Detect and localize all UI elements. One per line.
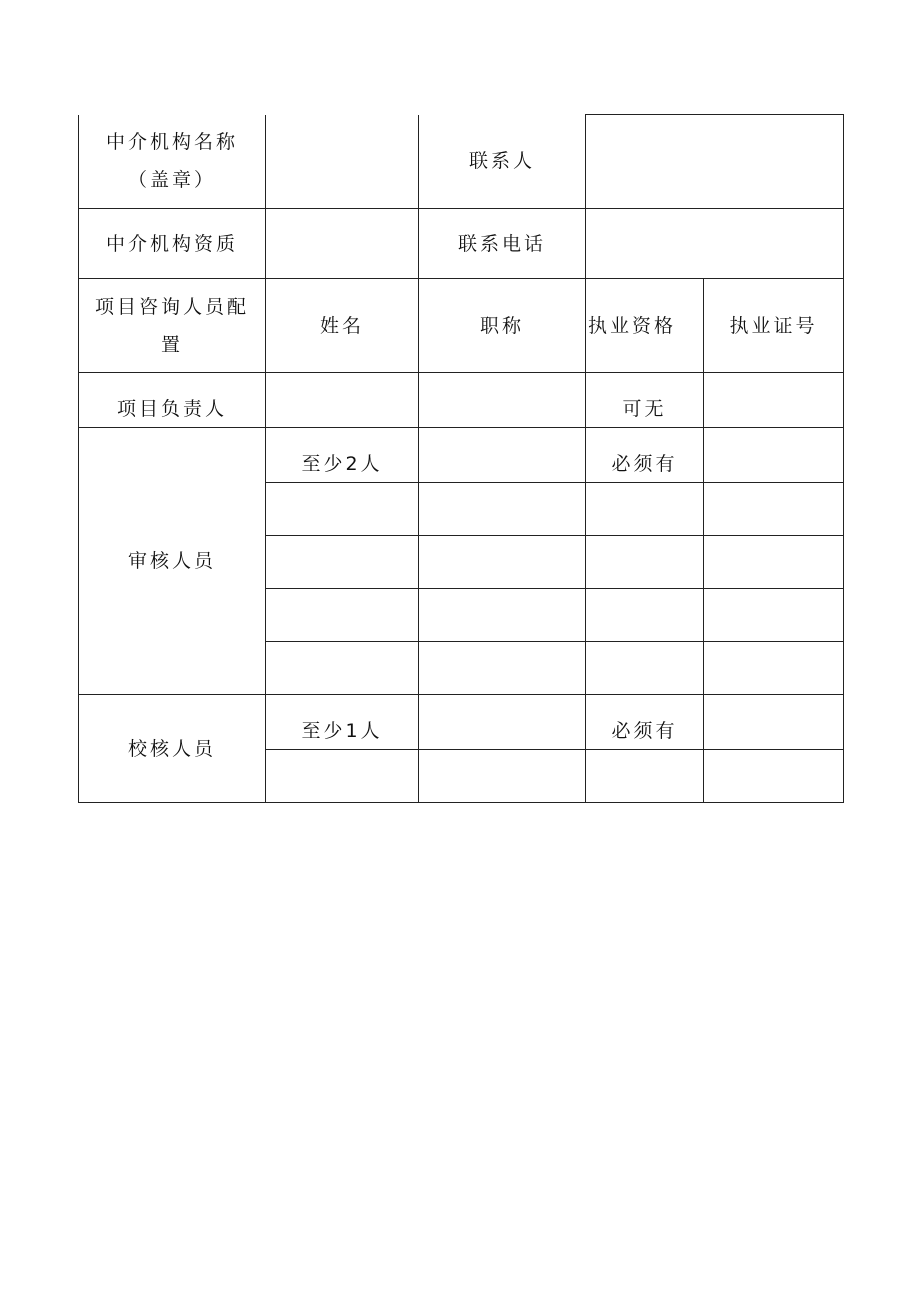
header-license-number: 执业证号 bbox=[729, 314, 818, 337]
agency-qualification-label: 中介机构资质 bbox=[105, 232, 238, 255]
agency-qualification-label-cell bbox=[79, 209, 266, 279]
checkers-count-note: 至少1人 bbox=[301, 720, 383, 742]
reviewer-license-cell[interactable] bbox=[704, 483, 844, 536]
contact-person-label: 联系人 bbox=[468, 150, 535, 173]
checkers-count-cell[interactable] bbox=[266, 695, 419, 750]
header-license-number-cell bbox=[704, 279, 844, 373]
staff-config-label-cell bbox=[79, 279, 266, 373]
project-lead-name-cell[interactable] bbox=[266, 373, 419, 428]
reviewers-count-cell[interactable] bbox=[266, 428, 419, 483]
table-row bbox=[79, 695, 844, 750]
reviewers-count-note: 至少2人 bbox=[301, 453, 383, 475]
reviewers-label-cell bbox=[79, 428, 266, 695]
project-lead-label: 项目负责人 bbox=[116, 398, 227, 420]
reviewer-qualification-cell[interactable] bbox=[586, 589, 704, 642]
project-lead-label-cell bbox=[79, 373, 266, 428]
reviewer-name-cell[interactable] bbox=[266, 589, 419, 642]
agency-seal-label: （盖章） bbox=[127, 169, 216, 192]
reviewer-title-cell[interactable] bbox=[419, 642, 586, 695]
project-lead-license-cell[interactable] bbox=[704, 373, 844, 428]
project-lead-title-cell[interactable] bbox=[419, 373, 586, 428]
contact-phone-value-cell[interactable] bbox=[586, 209, 844, 279]
contact-phone-label: 联系电话 bbox=[457, 232, 546, 255]
header-practice-qualification: 执业资格 bbox=[588, 314, 677, 337]
reviewer-title-cell[interactable] bbox=[419, 428, 586, 483]
table-row bbox=[79, 115, 844, 209]
checker-title-cell[interactable] bbox=[419, 750, 586, 803]
contact-person-label-cell bbox=[419, 115, 586, 209]
table-row bbox=[79, 279, 844, 373]
checkers-qualification-note: 必须有 bbox=[611, 720, 678, 742]
reviewer-qualification-cell[interactable] bbox=[586, 642, 704, 695]
agency-name-label-cell bbox=[79, 115, 266, 209]
reviewer-name-cell[interactable] bbox=[266, 483, 419, 536]
contact-person-value-cell[interactable] bbox=[586, 115, 844, 209]
project-lead-qualification-note: 可无 bbox=[622, 398, 667, 420]
agency-name-value-cell[interactable] bbox=[266, 115, 419, 209]
reviewer-qualification-cell[interactable] bbox=[586, 483, 704, 536]
reviewers-label: 审核人员 bbox=[127, 550, 216, 572]
contact-phone-label-cell bbox=[419, 209, 586, 279]
reviewer-title-cell[interactable] bbox=[419, 536, 586, 589]
reviewer-license-cell[interactable] bbox=[704, 428, 844, 483]
reviewer-license-cell[interactable] bbox=[704, 642, 844, 695]
checker-license-cell[interactable] bbox=[704, 695, 844, 750]
staff-config-label: 项目咨询人员配 bbox=[94, 295, 249, 318]
agency-qualification-value-cell[interactable] bbox=[266, 209, 419, 279]
reviewers-qualification-cell[interactable] bbox=[586, 428, 704, 483]
reviewer-name-cell[interactable] bbox=[266, 536, 419, 589]
reviewer-title-cell[interactable] bbox=[419, 483, 586, 536]
header-title-cell bbox=[419, 279, 586, 373]
checker-title-cell[interactable] bbox=[419, 695, 586, 750]
header-name: 姓名 bbox=[319, 314, 364, 337]
reviewer-qualification-cell[interactable] bbox=[586, 536, 704, 589]
project-lead-qualification-cell[interactable] bbox=[586, 373, 704, 428]
header-name-cell bbox=[266, 279, 419, 373]
reviewer-title-cell[interactable] bbox=[419, 589, 586, 642]
consulting-staff-form-table bbox=[78, 114, 844, 803]
table-row bbox=[79, 428, 844, 483]
checker-license-cell[interactable] bbox=[704, 750, 844, 803]
checkers-qualification-cell[interactable] bbox=[586, 695, 704, 750]
header-practice-qualification-cell bbox=[586, 279, 704, 373]
reviewer-license-cell[interactable] bbox=[704, 536, 844, 589]
checker-name-cell[interactable] bbox=[266, 750, 419, 803]
reviewer-license-cell[interactable] bbox=[704, 589, 844, 642]
reviewer-name-cell[interactable] bbox=[266, 642, 419, 695]
checkers-label: 校核人员 bbox=[127, 737, 216, 760]
checker-qualification-cell[interactable] bbox=[586, 750, 704, 803]
table-row bbox=[79, 373, 844, 428]
header-title: 职称 bbox=[479, 314, 524, 337]
table-row bbox=[79, 209, 844, 279]
staff-config-label-cont: 置 bbox=[160, 333, 183, 356]
checkers-label-cell bbox=[79, 695, 266, 803]
reviewers-qualification-note: 必须有 bbox=[611, 453, 678, 475]
agency-name-label: 中介机构名称 bbox=[105, 131, 238, 154]
